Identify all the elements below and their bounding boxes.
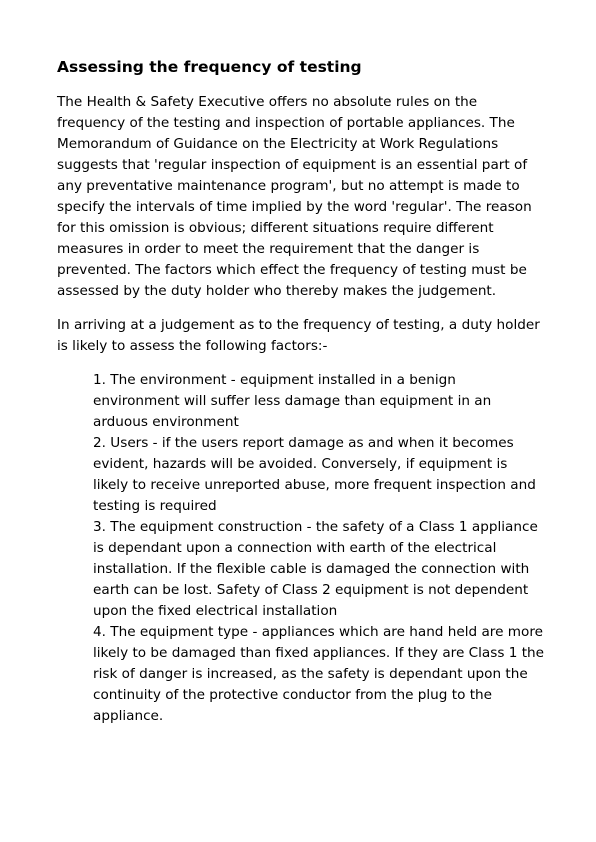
factor-equipment-construction: 3. The equipment construction - the safety of a Class 1 appliance is dependant upon a connection with earth of the electrical installation. If the flexible cable is damaged the connection with earth can be lost. Safety of Class 2 equipment is not dependent upon the fixed electrical installation <box>93 519 538 619</box>
factor-environment: 1. The environment - equipment installed in a benign environment will suffer less damage than equipment in an arduous environment <box>93 372 492 430</box>
page-title: Assessing the frequency of testing <box>57 58 362 76</box>
factors-list <box>57 370 545 727</box>
intro-paragraph: The Health & Safety Executive offers no absolute rules on the frequency of the testing and inspection of portable appliances. The Memorandum of Guidance on the Electricity at Work Regulations suggests that 'regular inspection of equipment is an essential part of any preventative maintenance program', but no attempt is made to specify the intervals of time implied by the word 'regular'. The reason for this omission is obvious; different situations require different measures in order to meet the requirement that the danger is prevented. The factors which effect the frequency of testing must be assessed by the duty holder who thereby makes the judgement. <box>57 94 532 299</box>
factor-equipment-type: 4. The equipment type - appliances which are hand held are more likely to be damaged than fixed appliances. If they are Class 1 the risk of danger is increased, as the safety is dependant upon the continuity of the protective conductor from the plug to the appliance. <box>93 624 545 724</box>
document-page <box>57 56 545 727</box>
factors-intro-paragraph: In arriving at a judgement as to the frequency of testing, a duty holder is likely to assess the following factors:- <box>57 317 540 354</box>
factor-users: 2. Users - if the users report damage as and when it becomes evident, hazards will be avoided. Conversely, if equipment is likely to receive unreported abuse, more frequent inspection and testing is required <box>93 435 536 514</box>
